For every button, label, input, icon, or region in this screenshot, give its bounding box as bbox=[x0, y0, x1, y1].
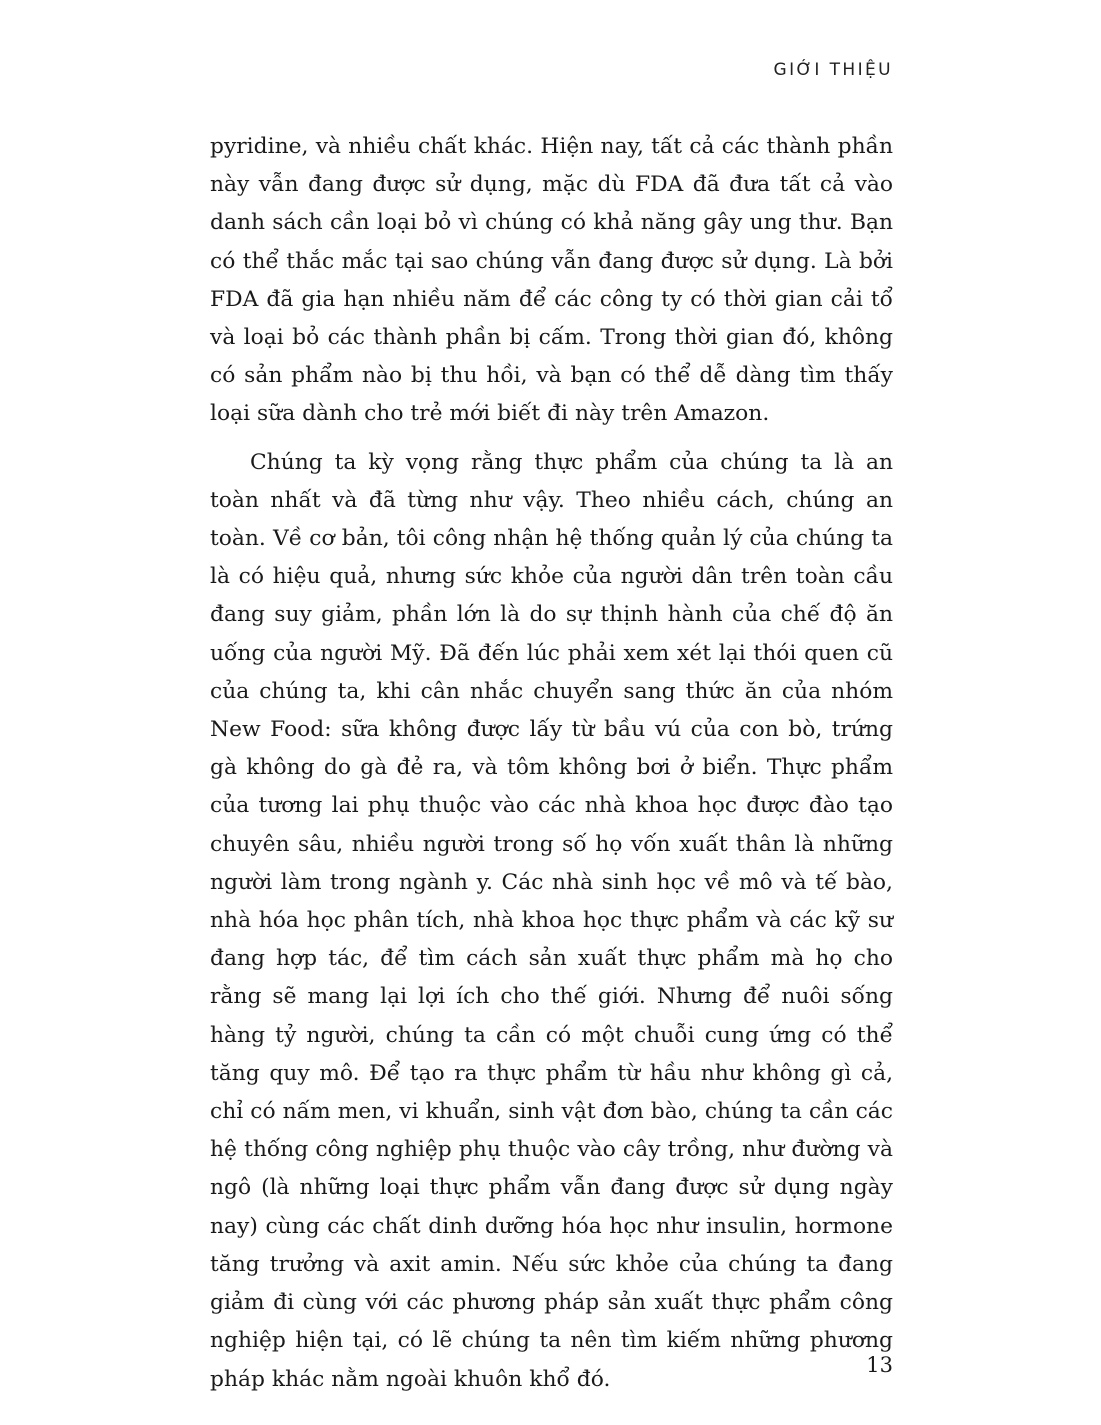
running-head-title: GIỚI THIỆU bbox=[773, 60, 893, 80]
paragraph: Chúng ta kỳ vọng rằng thực phẩm của chúng ta là an toàn nhất và đã từng như vậy. Theo nhiều cách, chúng an toàn. Về cơ bản, tôi công nhận hệ thống quản lý của chúng ta là có hiệu quả, nhưng sức khỏe của người dân trên toàn cầu đang suy giảm, phần lớn là do sự thịnh hành của chế độ ăn uống của người Mỹ. Đã đến lúc phải xem xét lại thói quen cũ của chúng ta, khi cân nhắc chuyển sang thức ăn của nhóm New Food: sữa không được lấy từ bầu vú của con bò, trứng gà không do gà đẻ ra, và tôm không bơi ở biển. Thực phẩm của tương lai phụ thuộc vào các nhà khoa học được đào tạo chuyên sâu, nhiều người trong số họ vốn xuất thân là những người làm trong ngành y. Các nhà sinh học về mô và tế bào, nhà hóa học phân tích, nhà khoa học thực phẩm và các kỹ sư đang hợp tác, để tìm cách sản xuất thực phẩm mà họ cho rằng sẽ mang lại lợi ích cho thế giới. Nhưng để nuôi sống hàng tỷ người, chúng ta cần có một chuỗi cung ứng có thể tăng quy mô. Để tạo ra thực phẩm từ hầu như không gì cả, chỉ có nấm men, vi khuẩn, sinh vật đơn bào, chúng ta cần các hệ thống công nghiệp phụ thuộc vào cây trồng, như đường và ngô (là những loại thực phẩm vẫn đang được sử dụng ngày nay) cùng các chất dinh dưỡng hóa học như insulin, hormone tăng trưởng và axit amin. Nếu sức khỏe của chúng ta đang giảm đi cùng với các phương pháp sản xuất thực phẩm công nghiệp hiện tại, có lẽ chúng ta nên tìm kiếm những phương pháp khác nằm ngoài khuôn khổ đó. bbox=[210, 449, 893, 1392]
page-number: 13 bbox=[866, 1353, 893, 1377]
paragraph-continued: pyridine, và nhiều chất khác. Hiện nay, tất cả các thành phần này vẫn đang được sử dụng, mặc dù FDA đã đưa tất cả vào danh sách cần loại bỏ vì chúng có khả năng gây ung thư. Bạn có thể thắc mắc tại sao chúng vẫn đang được sử dụng. Là bởi FDA đã gia hạn nhiều năm để các công ty có thời gian cải tổ và loại bỏ các thành phần bị cấm. Trong thời gian đó, không có sản phẩm nào bị thu hồi, và bạn có thể dễ dàng tìm thấy loại sữa dành cho trẻ mới biết đi này trên Amazon. bbox=[210, 134, 893, 427]
body-text bbox=[210, 128, 893, 1399]
